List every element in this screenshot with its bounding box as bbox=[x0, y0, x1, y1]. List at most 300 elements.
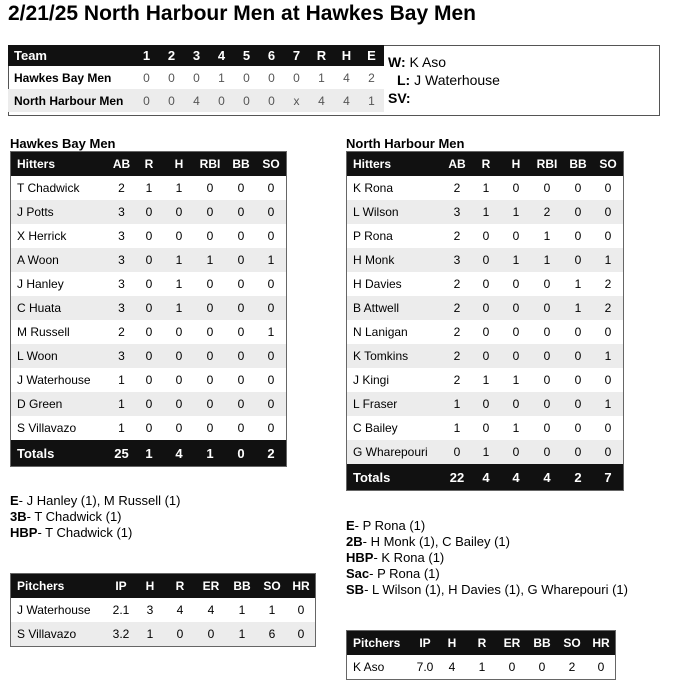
stat-cell: 1 bbox=[118, 373, 125, 387]
stat-cell: 2 bbox=[453, 277, 461, 291]
stat-cell: 0 bbox=[256, 344, 286, 368]
total-runs: 1 bbox=[318, 70, 325, 85]
player-name: H Monk bbox=[347, 248, 443, 272]
stat-cell: 0 bbox=[538, 660, 546, 674]
stat-cell: 1 bbox=[478, 660, 486, 674]
home-hitters-col-header: RBI bbox=[531, 152, 563, 176]
player-name: J Potts bbox=[11, 200, 109, 224]
stat-cell: 0 bbox=[471, 248, 501, 272]
stat-cell: 0 bbox=[194, 200, 226, 224]
stat-cell: 0 bbox=[165, 622, 195, 646]
note-label: E bbox=[10, 493, 19, 508]
totals-cell: 22 bbox=[443, 464, 471, 490]
note-label: 3B bbox=[10, 509, 27, 524]
stat-cell: 1 bbox=[471, 440, 501, 464]
stat-cell: 1 bbox=[574, 277, 582, 291]
note-text: - L Wilson (1), H Davies (1), G Wharepouri (1) bbox=[364, 582, 628, 597]
stat-cell: 0 bbox=[256, 296, 286, 320]
player-name: G Wharepouri bbox=[347, 440, 443, 464]
player-name: L Fraser bbox=[347, 392, 443, 416]
stat-cell: 0 bbox=[175, 373, 183, 387]
away-pitchers-table bbox=[11, 574, 315, 646]
stat-cell: 0 bbox=[267, 229, 275, 243]
home-pitchers-col-header: BB bbox=[527, 631, 557, 655]
away-pitchers-col-header: R bbox=[165, 574, 195, 598]
stat-cell: 0 bbox=[237, 277, 245, 291]
total-runs: 4 bbox=[309, 89, 334, 112]
stat-cell: 3 bbox=[109, 200, 134, 224]
stat-cell: 1 bbox=[443, 392, 471, 416]
win-pitcher bbox=[388, 53, 500, 71]
stat-cell: 1 bbox=[145, 181, 153, 195]
stat-cell: 0 bbox=[134, 200, 164, 224]
stat-cell: 0 bbox=[237, 373, 245, 387]
stat-cell: 0 bbox=[531, 344, 563, 368]
stat-cell: 3 bbox=[109, 248, 134, 272]
stat-cell: 0 bbox=[145, 229, 153, 243]
note-label: HBP bbox=[346, 550, 374, 565]
player-name: H Davies bbox=[353, 277, 402, 291]
stat-cell: 1 bbox=[593, 344, 623, 368]
away-pitchers-col-header: HR bbox=[287, 574, 315, 598]
home-hitters-row bbox=[347, 416, 623, 440]
stat-cell: 1 bbox=[164, 248, 194, 272]
col-header-errors: E bbox=[359, 45, 384, 66]
stat-cell: 2 bbox=[604, 277, 612, 291]
note-label: Sac bbox=[346, 566, 370, 581]
stat-cell: 1 bbox=[501, 200, 531, 224]
stat-cell: 0 bbox=[237, 325, 245, 339]
totals-cell: 4 bbox=[531, 464, 563, 490]
away-hitters-table bbox=[11, 152, 286, 466]
col-header-inning: 1 bbox=[134, 45, 159, 66]
save-pitcher bbox=[388, 89, 500, 107]
stat-cell: 3 bbox=[118, 229, 125, 243]
home-hitters-totals-row bbox=[347, 464, 623, 490]
stat-cell: 1 bbox=[512, 421, 520, 435]
home-hitters-table bbox=[347, 152, 623, 490]
note-line bbox=[346, 550, 628, 566]
stat-cell: 1 bbox=[109, 392, 134, 416]
home-pitchers-col-header: SO bbox=[557, 631, 587, 655]
stat-cell: 0 bbox=[604, 229, 612, 243]
stat-cell: 0 bbox=[574, 229, 582, 243]
player-name: P Rona bbox=[353, 229, 393, 243]
decisions bbox=[388, 53, 500, 107]
away-hitters-row bbox=[11, 416, 286, 440]
inning-score: 0 bbox=[168, 70, 175, 85]
inning-score: 0 bbox=[268, 70, 275, 85]
col-header-runs: R bbox=[309, 45, 334, 66]
player-name: C Bailey bbox=[353, 421, 398, 435]
inning-score: 1 bbox=[218, 70, 225, 85]
total-errors: 2 bbox=[368, 70, 375, 85]
stat-cell: 0 bbox=[563, 392, 593, 416]
away-hitters-row bbox=[11, 320, 286, 344]
stat-cell: 0 bbox=[593, 440, 623, 464]
note-text: - J Hanley (1), M Russell (1) bbox=[18, 493, 181, 508]
stat-cell: 2 bbox=[443, 296, 471, 320]
stat-cell: 0 bbox=[206, 325, 214, 339]
stat-cell: 0 bbox=[164, 392, 194, 416]
away-pitchers-col-header: ER bbox=[195, 574, 227, 598]
stat-cell: 3 bbox=[443, 248, 471, 272]
stat-cell: 1 bbox=[593, 248, 623, 272]
home-hitters-row bbox=[347, 272, 623, 296]
stat-cell: 0 bbox=[226, 296, 256, 320]
col-header-team: Team bbox=[8, 45, 134, 66]
note-text: - P Rona (1) bbox=[354, 518, 426, 533]
stat-cell: 2 bbox=[443, 344, 471, 368]
note-label: SB bbox=[346, 582, 365, 597]
player-name: J Hanley bbox=[17, 277, 64, 291]
inning-score: 0 bbox=[159, 89, 184, 112]
player-name: K Tomkins bbox=[347, 344, 443, 368]
home-pitchers-col-header: H bbox=[437, 631, 467, 655]
player-name: A Woon bbox=[11, 248, 109, 272]
stat-cell: 0 bbox=[574, 421, 582, 435]
player-name: D Green bbox=[11, 392, 109, 416]
player-name: J Kingi bbox=[353, 373, 390, 387]
stat-cell: 1 bbox=[267, 325, 275, 339]
stat-cell: 0 bbox=[543, 373, 551, 387]
home-pitchers-row bbox=[347, 655, 615, 679]
home-hitters-row bbox=[347, 296, 623, 320]
away-hitters-row bbox=[11, 176, 286, 200]
stat-cell: 0 bbox=[501, 440, 531, 464]
stat-cell: 7.0 bbox=[416, 660, 434, 674]
stat-cell: 3 bbox=[109, 296, 134, 320]
player-name: S Villavazo bbox=[17, 421, 77, 435]
note-text: - H Monk (1), C Bailey (1) bbox=[362, 534, 510, 549]
stat-cell: 0 bbox=[593, 200, 623, 224]
totals-cell: 2 bbox=[563, 464, 593, 490]
col-header-inning: 3 bbox=[184, 45, 209, 66]
stat-cell: 0 bbox=[145, 277, 153, 291]
stat-cell: 0 bbox=[501, 344, 531, 368]
stat-cell: 0 bbox=[597, 660, 605, 674]
stat-cell: 1 bbox=[238, 603, 246, 617]
stat-cell: 0 bbox=[206, 277, 214, 291]
stat-cell: 0 bbox=[543, 181, 551, 195]
stat-cell: 0 bbox=[563, 440, 593, 464]
stat-cell: 1 bbox=[482, 181, 490, 195]
totals-cell: 4 bbox=[471, 464, 501, 490]
player-name: K Rona bbox=[353, 181, 394, 195]
home-hitters-row bbox=[347, 368, 623, 392]
line-score-row bbox=[8, 66, 384, 89]
team-name: North Harbour Men bbox=[8, 89, 134, 112]
away-hitters-row bbox=[11, 200, 286, 224]
home-pitchers-col-header: IP bbox=[413, 631, 437, 655]
page-title: 2/21/25 North Harbour Men at Hawkes Bay Men bbox=[8, 2, 476, 25]
away-hitters-row bbox=[11, 344, 286, 368]
stat-cell: 1 bbox=[194, 248, 226, 272]
player-name: J Waterhouse bbox=[17, 603, 91, 617]
away-team-title: Hawkes Bay Men bbox=[10, 136, 116, 151]
stat-cell: 1 bbox=[531, 248, 563, 272]
player-name: L Woon bbox=[11, 344, 109, 368]
stat-cell: 0 bbox=[194, 392, 226, 416]
col-header-inning: 6 bbox=[259, 45, 284, 66]
stat-cell: 1 bbox=[175, 277, 183, 291]
home-hitters-box bbox=[346, 151, 624, 491]
stat-cell: 1 bbox=[164, 296, 194, 320]
stat-cell: 0 bbox=[134, 392, 164, 416]
stat-cell: 3 bbox=[118, 277, 125, 291]
totals-cell: 4 bbox=[164, 440, 194, 466]
inning-score: 0 bbox=[209, 89, 234, 112]
col-header-inning: 4 bbox=[209, 45, 234, 66]
stat-cell: 0 bbox=[563, 344, 593, 368]
stat-cell: 2 bbox=[568, 660, 576, 674]
home-pitchers-col-header: HR bbox=[587, 631, 615, 655]
totals-label: Totals bbox=[11, 440, 109, 466]
home-hitters-col-header: H bbox=[501, 152, 531, 176]
player-name: N Lanigan bbox=[353, 325, 408, 339]
note-label: E bbox=[346, 518, 355, 533]
stat-cell: 1 bbox=[268, 603, 276, 617]
stat-cell: 0 bbox=[508, 660, 516, 674]
home-hitters-col-header: Hitters bbox=[347, 152, 443, 176]
stat-cell: 0 bbox=[512, 277, 520, 291]
stat-cell: 0 bbox=[194, 296, 226, 320]
note-line bbox=[346, 566, 628, 582]
totals-cell: 1 bbox=[194, 440, 226, 466]
home-hitters-row bbox=[347, 248, 623, 272]
stat-cell: 1 bbox=[501, 248, 531, 272]
stat-cell: 0 bbox=[164, 200, 194, 224]
stat-cell: 0 bbox=[482, 325, 490, 339]
stat-cell: 2.1 bbox=[112, 603, 130, 617]
away-hitters-box bbox=[10, 151, 287, 467]
stat-cell: 1 bbox=[593, 392, 623, 416]
stat-cell: 0 bbox=[512, 181, 520, 195]
stat-cell: 2 bbox=[118, 181, 125, 195]
totals-cell: 25 bbox=[109, 440, 134, 466]
stat-cell: 4 bbox=[176, 603, 184, 617]
home-notes bbox=[346, 518, 628, 598]
note-text: - T Chadwick (1) bbox=[37, 525, 133, 540]
away-hitters-col-header: RBI bbox=[194, 152, 226, 176]
away-pitchers-col-header: BB bbox=[227, 574, 257, 598]
stat-cell: 2 bbox=[531, 200, 563, 224]
away-pitchers-row bbox=[11, 598, 315, 622]
note-line bbox=[346, 582, 628, 598]
home-pitchers-col-header: Pitchers bbox=[347, 631, 413, 655]
total-hits: 4 bbox=[343, 70, 350, 85]
col-header-inning: 2 bbox=[159, 45, 184, 66]
stat-cell: 0 bbox=[501, 296, 531, 320]
home-hitters-col-header: R bbox=[471, 152, 501, 176]
player-name: T Chadwick bbox=[17, 181, 80, 195]
stat-cell: 2 bbox=[453, 325, 461, 339]
stat-cell: 0 bbox=[226, 248, 256, 272]
home-pitchers-col-header: R bbox=[467, 631, 497, 655]
stat-cell: 0 bbox=[512, 325, 520, 339]
away-pitchers-box bbox=[10, 573, 316, 647]
home-hitters-col-header: AB bbox=[443, 152, 471, 176]
away-hitters-col-header: R bbox=[134, 152, 164, 176]
note-text: - T Chadwick (1) bbox=[26, 509, 122, 524]
stat-cell: 0 bbox=[543, 277, 551, 291]
inning-score: 0 bbox=[143, 70, 150, 85]
stat-cell: 2 bbox=[593, 296, 623, 320]
player-name: J Waterhouse bbox=[17, 373, 91, 387]
line-score-row bbox=[8, 89, 384, 112]
totals-cell: 4 bbox=[501, 464, 531, 490]
stat-cell: 1 bbox=[453, 421, 461, 435]
away-pitchers-col-header: H bbox=[135, 574, 165, 598]
player-name: X Herrick bbox=[17, 229, 67, 243]
stat-cell: 0 bbox=[226, 200, 256, 224]
stat-cell: 0 bbox=[175, 421, 183, 435]
home-pitchers-box bbox=[346, 630, 616, 680]
inning-score: x bbox=[284, 89, 309, 112]
stat-cell: 4 bbox=[207, 603, 215, 617]
home-hitters-row bbox=[347, 440, 623, 464]
home-hitters-col-header: BB bbox=[563, 152, 593, 176]
win-label: W: bbox=[388, 54, 406, 70]
stat-cell: 0 bbox=[256, 200, 286, 224]
stat-cell: 0 bbox=[574, 325, 582, 339]
home-pitchers-col-header: ER bbox=[497, 631, 527, 655]
stat-cell: 1 bbox=[512, 373, 520, 387]
inning-score: 0 bbox=[293, 70, 300, 85]
away-pitchers-col-header: Pitchers bbox=[11, 574, 107, 598]
player-name: K Aso bbox=[353, 660, 385, 674]
stat-cell: 0 bbox=[604, 325, 612, 339]
stat-cell: 0 bbox=[574, 373, 582, 387]
stat-cell: 0 bbox=[531, 392, 563, 416]
stat-cell: 1 bbox=[256, 248, 286, 272]
player-name: L Wilson bbox=[347, 200, 443, 224]
stat-cell: 0 bbox=[175, 229, 183, 243]
stat-cell: 0 bbox=[543, 421, 551, 435]
totals-label: Totals bbox=[347, 464, 443, 490]
stat-cell: 0 bbox=[134, 344, 164, 368]
stat-cell: 0 bbox=[145, 421, 153, 435]
stat-cell: 0 bbox=[482, 421, 490, 435]
home-hitters-row bbox=[347, 392, 623, 416]
away-pitchers-col-header: IP bbox=[107, 574, 135, 598]
away-hitters-row bbox=[11, 248, 286, 272]
col-header-inning: 7 bbox=[284, 45, 309, 66]
note-text: - P Rona (1) bbox=[369, 566, 440, 581]
stat-cell: 0 bbox=[226, 344, 256, 368]
note-text: - K Rona (1) bbox=[373, 550, 445, 565]
away-hitters-col-header: H bbox=[164, 152, 194, 176]
stat-cell: 0 bbox=[604, 373, 612, 387]
stat-cell: 1 bbox=[482, 373, 490, 387]
stat-cell: 1 bbox=[563, 296, 593, 320]
stat-cell: 0 bbox=[267, 373, 275, 387]
stat-cell: 1 bbox=[227, 622, 257, 646]
stat-cell: 0 bbox=[443, 440, 471, 464]
away-pitchers-col-header: SO bbox=[257, 574, 287, 598]
stat-cell: 0 bbox=[574, 181, 582, 195]
stat-cell: 3 bbox=[443, 200, 471, 224]
inning-score: 0 bbox=[234, 89, 259, 112]
stat-cell: 0 bbox=[482, 229, 490, 243]
home-hitters-row bbox=[347, 224, 623, 248]
away-hitters-row bbox=[11, 272, 286, 296]
stat-cell: 3 bbox=[109, 344, 134, 368]
stat-cell: 0 bbox=[145, 325, 153, 339]
stat-cell: 0 bbox=[604, 421, 612, 435]
line-score-table bbox=[8, 45, 384, 112]
stat-cell: 0 bbox=[226, 392, 256, 416]
player-name: S Villavazo bbox=[11, 622, 107, 646]
stat-cell: 0 bbox=[471, 296, 501, 320]
home-team-title: North Harbour Men bbox=[346, 136, 465, 151]
loss-label: L: bbox=[397, 72, 411, 88]
stat-cell: 0 bbox=[175, 325, 183, 339]
player-name: B Attwell bbox=[347, 296, 443, 320]
away-hitters-row bbox=[11, 368, 286, 392]
stat-cell: 0 bbox=[237, 181, 245, 195]
home-hitters-row bbox=[347, 344, 623, 368]
note-line bbox=[346, 534, 628, 550]
total-errors: 1 bbox=[359, 89, 384, 112]
stat-cell: 0 bbox=[134, 248, 164, 272]
stat-cell: 1 bbox=[175, 181, 183, 195]
win-value: K Aso bbox=[409, 54, 447, 70]
stat-cell: 0 bbox=[563, 200, 593, 224]
inning-score: 4 bbox=[184, 89, 209, 112]
totals-cell: 1 bbox=[134, 440, 164, 466]
away-hitters-totals-row bbox=[11, 440, 286, 466]
stat-cell: 6 bbox=[257, 622, 287, 646]
stat-cell: 0 bbox=[194, 344, 226, 368]
home-hitters-col-header: SO bbox=[593, 152, 623, 176]
totals-cell: 0 bbox=[226, 440, 256, 466]
note-line bbox=[10, 509, 180, 525]
stat-cell: 0 bbox=[206, 229, 214, 243]
home-hitters-row bbox=[347, 320, 623, 344]
stat-cell: 3.2 bbox=[107, 622, 135, 646]
away-hitters-row bbox=[11, 392, 286, 416]
player-name: M Russell bbox=[17, 325, 70, 339]
away-hitters-row bbox=[11, 296, 286, 320]
stat-cell: 0 bbox=[501, 392, 531, 416]
totals-cell: 7 bbox=[593, 464, 623, 490]
stat-cell: 1 bbox=[135, 622, 165, 646]
stat-cell: 0 bbox=[267, 181, 275, 195]
loss-pitcher bbox=[388, 71, 500, 89]
stat-cell: 0 bbox=[195, 622, 227, 646]
stat-cell: 1 bbox=[118, 421, 125, 435]
stat-cell: 2 bbox=[453, 373, 461, 387]
stat-cell: 0 bbox=[287, 622, 315, 646]
stat-cell: 4 bbox=[448, 660, 456, 674]
stat-cell: 0 bbox=[206, 181, 214, 195]
player-name: C Huata bbox=[11, 296, 109, 320]
inning-score: 0 bbox=[193, 70, 200, 85]
loss-value: J Waterhouse bbox=[414, 72, 500, 88]
note-line bbox=[10, 525, 180, 541]
col-header-hits: H bbox=[334, 45, 359, 66]
col-header-inning: 5 bbox=[234, 45, 259, 66]
stat-cell: 0 bbox=[206, 421, 214, 435]
stat-cell: 0 bbox=[531, 296, 563, 320]
stat-cell: 0 bbox=[206, 373, 214, 387]
away-pitchers-row bbox=[11, 622, 315, 646]
note-label: 2B bbox=[346, 534, 363, 549]
totals-cell: 2 bbox=[256, 440, 286, 466]
away-hitters-col-header: SO bbox=[256, 152, 286, 176]
home-hitters-row bbox=[347, 176, 623, 200]
